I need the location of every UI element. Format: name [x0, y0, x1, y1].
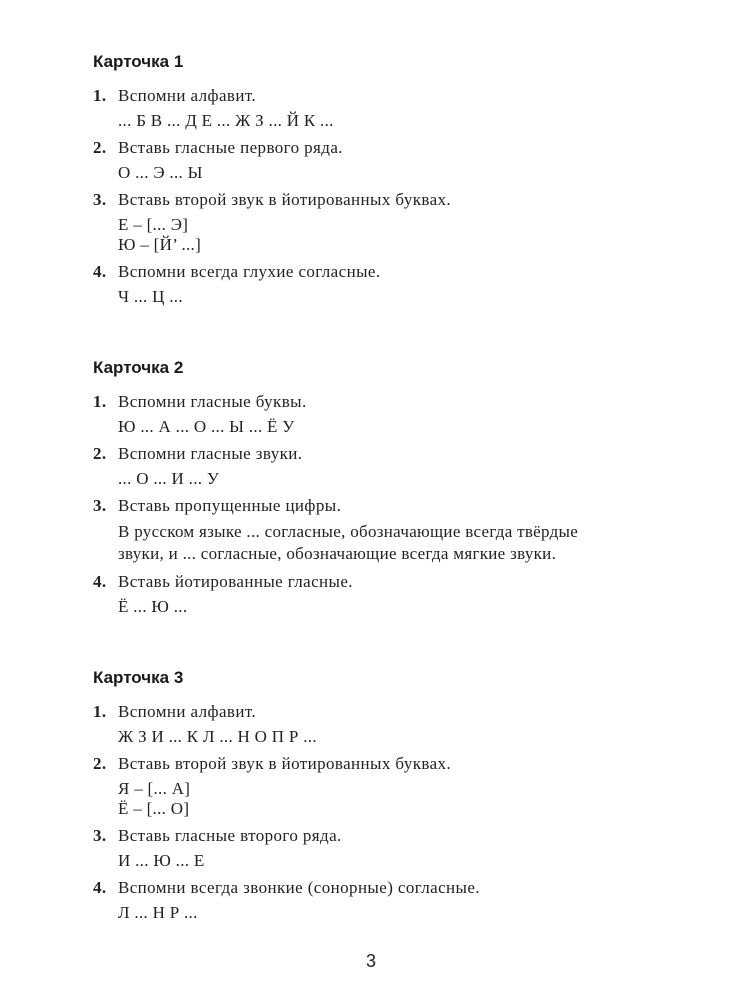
page-number: 3	[365, 951, 376, 971]
exercise-question	[93, 259, 693, 284]
exercise-item	[93, 389, 693, 437]
card-2	[93, 358, 693, 621]
answer-line: Ё ... Ю ...	[118, 597, 188, 616]
exercise-number: 3.	[93, 496, 107, 515]
answer-line: Ж З И ... К Л ... Н О П Р ...	[118, 727, 317, 746]
exercise-item	[93, 875, 693, 923]
answer-line: И ... Ю ... Е	[118, 851, 205, 870]
exercise-number: 4.	[93, 878, 107, 897]
question-text: Вспомни гласные буквы.	[118, 392, 307, 411]
exercise-item	[93, 259, 693, 307]
exercise-number: 3.	[93, 826, 107, 845]
exercise-answer	[93, 776, 693, 819]
exercise-item	[93, 699, 693, 747]
answer-line: Ч ... Ц ...	[118, 287, 183, 306]
card-title: Карточка 3	[93, 668, 184, 687]
answer-line: ... Б В ... Д Е ... Ж З ... Й К ...	[118, 111, 334, 130]
question-text: Вставь второй звук в йотированных буквах.	[118, 190, 452, 209]
exercise-question	[93, 875, 693, 900]
card-title: Карточка 2	[93, 358, 184, 377]
exercise-number: 2.	[93, 754, 107, 773]
exercise-item	[93, 823, 693, 871]
exercise-answer	[93, 108, 693, 131]
question-text: Вспомни алфавит.	[118, 702, 257, 721]
answer-line: В русском языке ... согласные, обозначающие всегда твёрдые	[118, 522, 579, 541]
exercise-question	[93, 569, 693, 594]
exercise-question	[93, 441, 693, 466]
exercise-answer	[93, 594, 693, 617]
exercise-item	[93, 751, 693, 819]
exercise-answer	[93, 724, 693, 747]
exercise-number: 2.	[93, 138, 107, 157]
answer-line: звуки, и ... согласные, обозначающие всегда мягкие звуки.	[118, 544, 557, 563]
card-3	[93, 668, 693, 927]
question-text: Вспомни всегда звонкие (сонорные) согласные.	[118, 878, 480, 897]
exercise-question	[93, 823, 693, 848]
exercise-answer	[93, 284, 693, 307]
exercise-answer	[93, 414, 693, 437]
question-text: Вставь пропущенные цифры.	[118, 496, 342, 515]
exercise-answer	[93, 518, 693, 565]
exercise-item	[93, 441, 693, 489]
question-text: Вспомни алфавит.	[118, 86, 257, 105]
exercise-question	[93, 751, 693, 776]
exercise-item	[93, 135, 693, 183]
exercise-question	[93, 187, 693, 212]
exercise-question	[93, 135, 693, 160]
exercise-number: 3.	[93, 190, 107, 209]
question-text: Вспомни всегда глухие согласные.	[118, 262, 381, 281]
answer-line: Я – [... А]	[118, 779, 191, 798]
answer-line: О ... Э ... Ы	[118, 163, 203, 182]
exercise-question	[93, 83, 693, 108]
card-title: Карточка 1	[93, 52, 184, 71]
exercise-answer	[93, 848, 693, 871]
exercise-answer	[93, 212, 693, 255]
exercise-number: 1.	[93, 392, 107, 411]
exercise-answer	[93, 466, 693, 489]
exercise-item	[93, 493, 693, 565]
exercise-number: 1.	[93, 702, 107, 721]
question-text: Вставь гласные первого ряда.	[118, 138, 343, 157]
exercise-question	[93, 699, 693, 724]
answer-line: ... О ... И ... У	[118, 469, 220, 488]
exercise-answer	[93, 160, 693, 183]
answer-line: Ю – [Й’ ...]	[118, 235, 202, 254]
question-text: Вставь йотированные гласные.	[118, 572, 353, 591]
question-text: Вставь гласные второго ряда.	[118, 826, 342, 845]
exercise-number: 2.	[93, 444, 107, 463]
exercise-question	[93, 389, 693, 414]
exercise-item	[93, 187, 693, 255]
answer-line: Ё – [... О]	[118, 799, 190, 818]
exercise-question	[93, 493, 693, 518]
exercise-number: 4.	[93, 572, 107, 591]
exercise-number: 4.	[93, 262, 107, 281]
exercise-number: 1.	[93, 86, 107, 105]
answer-line: Л ... Н Р ...	[118, 903, 198, 922]
question-text: Вспомни гласные звуки.	[118, 444, 303, 463]
answer-line: Е – [... Э]	[118, 215, 189, 234]
exercise-answer	[93, 900, 693, 923]
card-1	[93, 52, 693, 311]
answer-line: Ю ... А ... О ... Ы ... Ё У	[118, 417, 295, 436]
exercise-item	[93, 83, 693, 131]
question-text: Вставь второй звук в йотированных буквах.	[118, 754, 452, 773]
exercise-item	[93, 569, 693, 617]
